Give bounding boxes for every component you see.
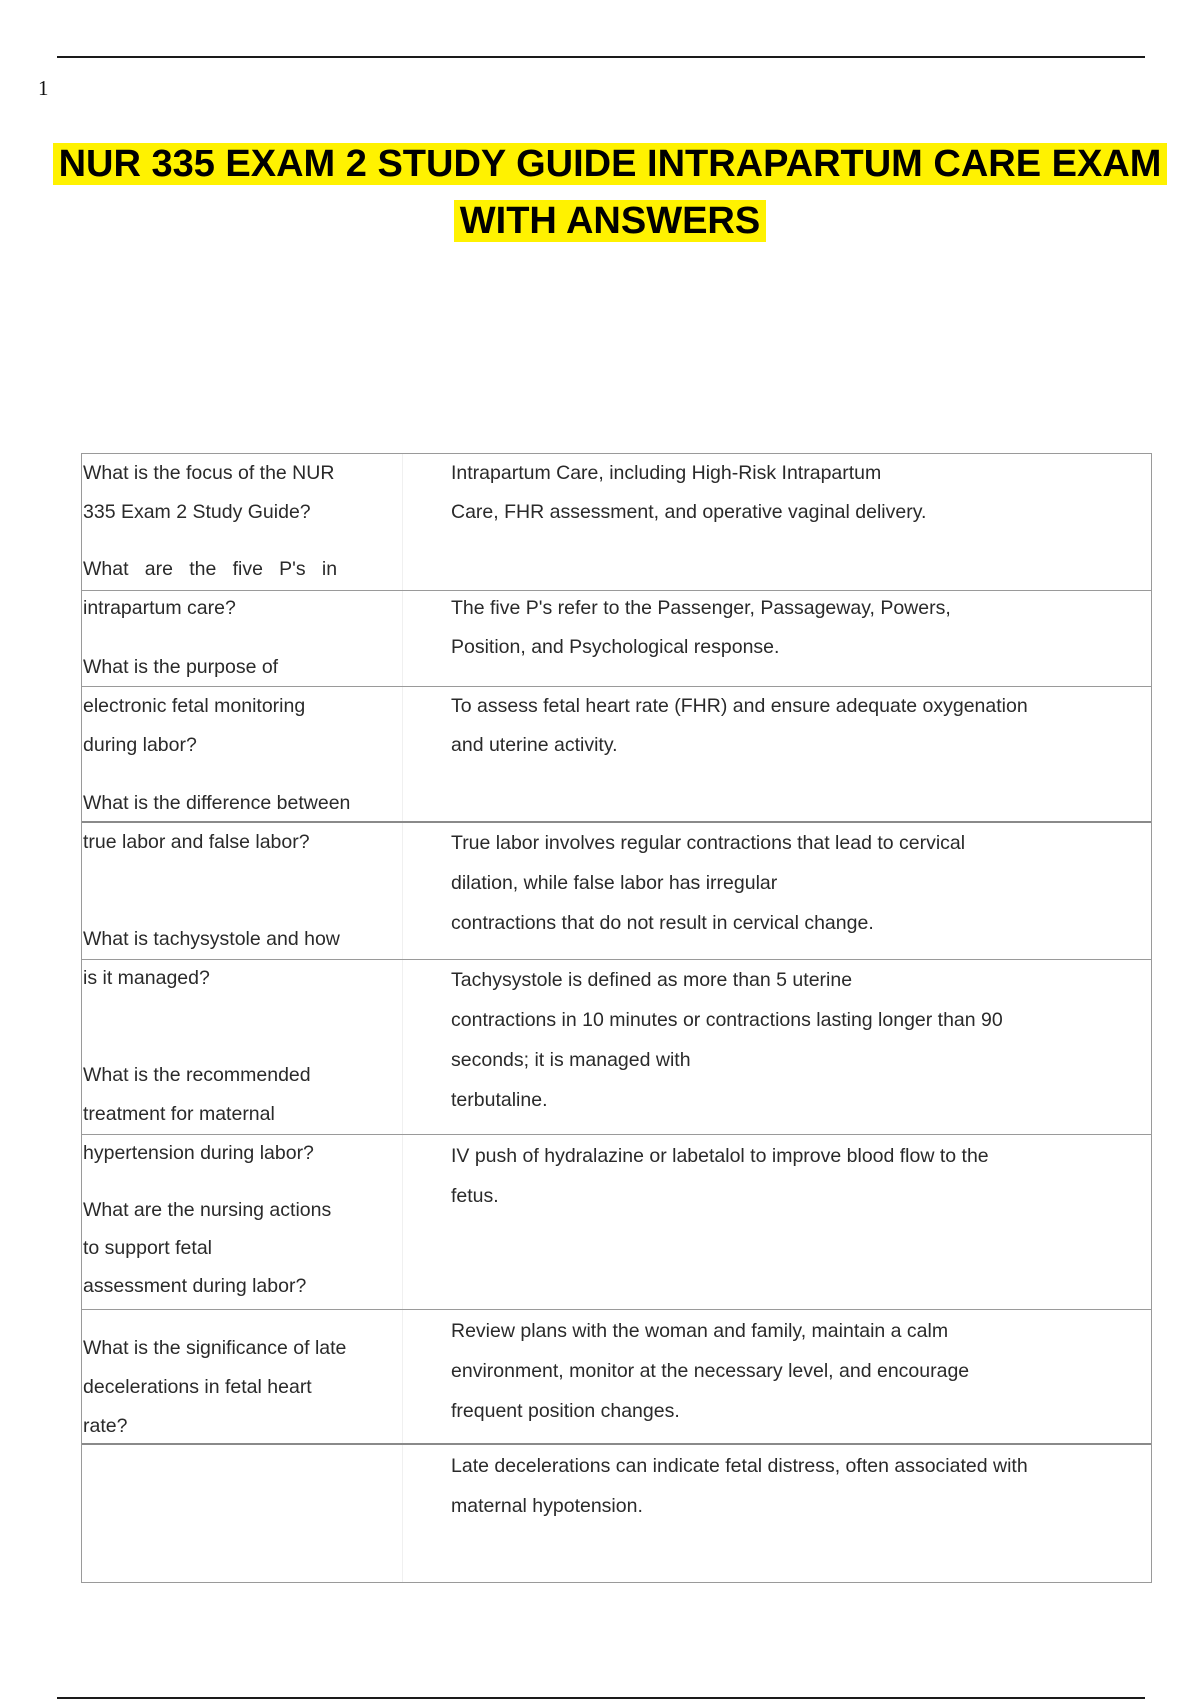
answer-7-line-3: frequent position changes. — [451, 1400, 680, 1422]
header-rule — [57, 56, 1145, 58]
question-8-line-3: rate? — [83, 1415, 128, 1437]
question-5 — [83, 920, 340, 998]
question-6-line-2: treatment for maternal — [83, 1103, 275, 1125]
question-3 — [83, 648, 305, 765]
question-4-line-2: true labor and false labor? — [83, 831, 310, 853]
question-8 — [83, 1329, 346, 1446]
question-1 — [83, 454, 334, 532]
answer-3-line-1: To assess fetal heart rate (FHR) and ensure adequate oxygenation — [451, 695, 1028, 717]
question-6 — [83, 1056, 314, 1173]
title-line-2: WITH ANSWERS — [454, 200, 766, 242]
answer-6-line-2: fetus. — [451, 1185, 499, 1207]
answer-2-line-1: The five P's refer to the Passenger, Passageway, Powers, — [451, 597, 951, 619]
question-2-line-2: intrapartum care? — [83, 597, 236, 619]
row-divider — [82, 1309, 1151, 1310]
answer-7 — [451, 1311, 969, 1431]
answer-5-line-4: terbutaline. — [451, 1089, 548, 1111]
question-3-line-3: during labor? — [83, 734, 197, 756]
answer-8-line-1: Late decelerations can indicate fetal distress, often associated with — [451, 1455, 1028, 1477]
document-title — [40, 136, 1180, 250]
answer-7-line-1: Review plans with the woman and family, maintain a calm — [451, 1320, 949, 1342]
question-7 — [83, 1191, 331, 1305]
question-4 — [83, 784, 350, 862]
answer-5-line-3: seconds; it is managed with — [451, 1049, 691, 1071]
answer-1-line-1: Intrapartum Care, including High-Risk Intrapartum — [451, 462, 882, 484]
question-4-line-1: What is the difference between — [83, 792, 351, 814]
answer-6 — [451, 1136, 989, 1216]
answer-8-line-2: maternal hypotension. — [451, 1495, 643, 1517]
question-8-line-2: decelerations in fetal heart — [83, 1376, 312, 1398]
answer-4-line-2: dilation, while false labor has irregular — [451, 872, 778, 894]
page-number: 1 — [38, 76, 49, 100]
answer-5-line-2: contractions in 10 minutes or contractions lasting longer than 90 — [451, 1009, 1003, 1031]
answer-1 — [451, 454, 926, 532]
answer-3-line-2: and uterine activity. — [451, 734, 618, 756]
question-6-line-3: hypertension during labor? — [83, 1142, 314, 1164]
answer-5-line-1: Tachysystole is defined as more than 5 uterine — [451, 969, 853, 991]
question-2-line-1: What are the five P's in — [83, 558, 338, 580]
question-5-line-2: is it managed? — [83, 967, 210, 989]
question-3-line-2: electronic fetal monitoring — [83, 695, 306, 717]
question-1-line-2: 335 Exam 2 Study Guide? — [83, 501, 311, 523]
answer-4-line-3: contractions that do not result in cervical change. — [451, 912, 874, 934]
column-divider — [402, 454, 403, 1582]
answer-2 — [451, 589, 951, 667]
answer-6-line-1: IV push of hydralazine or labetalol to improve blood flow to the — [451, 1145, 989, 1167]
question-5-line-1: What is tachysystole and how — [83, 928, 340, 950]
answer-1-line-2: Care, FHR assessment, and operative vaginal delivery. — [451, 501, 927, 523]
question-8-line-1: What is the significance of late — [83, 1337, 347, 1359]
footer-rule — [57, 1697, 1145, 1699]
question-3-line-1: What is the purpose of — [83, 656, 279, 678]
answer-7-line-2: environment, monitor at the necessary level, and encourage — [451, 1360, 970, 1382]
answer-2-line-2: Position, and Psychological response. — [451, 636, 780, 658]
question-7-line-3: assessment during labor? — [83, 1275, 307, 1297]
question-7-line-1: What are the nursing actions — [83, 1199, 332, 1221]
question-7-line-2: to support fetal — [83, 1237, 212, 1259]
question-2 — [83, 550, 337, 628]
qa-table — [81, 453, 1152, 1583]
answer-5 — [451, 960, 1003, 1120]
answer-8 — [451, 1446, 1028, 1526]
question-1-line-1: What is the focus of the NUR — [83, 462, 335, 484]
answer-4-line-1: True labor involves regular contractions that lead to cervical — [451, 832, 966, 854]
question-6-line-1: What is the recommended — [83, 1064, 311, 1086]
answer-3 — [451, 687, 1028, 765]
title-line-1: NUR 335 EXAM 2 STUDY GUIDE INTRAPARTUM CARE EXAM — [53, 143, 1168, 185]
answer-4 — [451, 823, 965, 943]
